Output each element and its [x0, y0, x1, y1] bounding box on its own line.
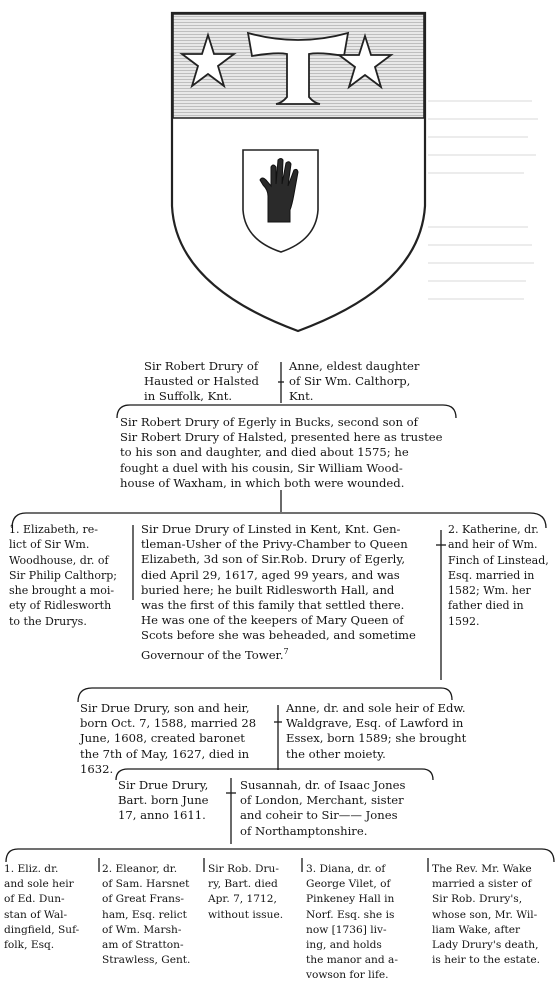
gen4-wife: Anne, dr. and sole heir of Edw. Waldgrave, Esq. of Lawford in Essex, born 1589; she brought the other moiety.: [286, 701, 467, 761]
gen6-third-wife: 3. Diana, dr. of George Vilet, of Pinkeney Hall in Norf. Esq. she is now [1736] liv- ing, and holds the manor and a- vowson for life.: [306, 863, 398, 982]
gen3-first-wife: 1. Elizabeth, re- lict of Sir Wm. Woodhouse, dr. of Sir Philip Calthorp; she brought a moi- ety of Ridlesworth to the Drurys.: [9, 523, 118, 628]
gen2-entry: Sir Robert Drury of Egerly in Bucks, second son of Sir Robert Drury of Halsted, presented here as trustee to his son and daughter, and died about 1575; he fought a duel with his cousin, Sir William Wood- house of Waxham, in which both were wounded.: [120, 415, 443, 490]
gen5-husband: Sir Drue Drury, Bart. born June 17, anno 1611.: [118, 778, 209, 823]
footnote-marker: 7: [283, 646, 289, 656]
gen6-husband: Sir Rob. Dru- ry, Bart. died Apr. 7, 1712, without issue.: [208, 863, 284, 921]
gen6-second-wife: 2. Eleanor, dr. of Sam. Harsnet of Great Frans- ham, Esq. relict of Wm. Marsh- am of Stratton- Strawless, Gent.: [102, 863, 191, 967]
gen4-husband: Sir Drue Drury, son and heir, born Oct. 7, 1588, married 28 June, 1608, created baronet the 7th of May, 1627, died in 1632.: [80, 701, 257, 776]
gen3-husband: [141, 522, 416, 663]
gen3-second-wife: 2. Katherine, dr. and heir of Wm. Finch of Linstead, Esq. married in 1582; Wm. her father died in 1592.: [448, 523, 549, 628]
gen1-husband: Sir Robert Drury of Hausted or Halsted in Suffolk, Knt.: [144, 359, 259, 404]
gen3-husband-text: Sir Drue Drury of Linsted in Kent, Knt. Gen- tleman-Usher of the Privy-Chamber to Queen Elizabeth, 3d son of Sir.Rob. Drury of Egerly, died April 29, 1617, aged 99 years, and was buried here; he built Ridlesworth Hall, and was the first of this family that settled there. He was one of the keepers of Mary Queen of Scots before she was beheaded, and sometime Governour of the Tower.: [141, 522, 416, 662]
gen6-first-wife: 1. Eliz. dr. and sole heir of Ed. Dun- stan of Wal- dingfield, Suf- folk, Esq.: [4, 863, 80, 952]
gen5-wife: Susannah, dr. of Isaac Jones of London, Merchant, sister and coheir to Sir—— Jones of Northamptonshire.: [240, 778, 406, 838]
gen6-wake-note: The Rev. Mr. Wake married a sister of Sir Rob. Drury's, whose son, Mr. Wil- liam Wake, after Lady Drury's death, is heir to the estate.: [432, 863, 540, 967]
gen1-wife: Anne, eldest daughter of Sir Wm. Calthorp, Knt.: [289, 359, 420, 404]
